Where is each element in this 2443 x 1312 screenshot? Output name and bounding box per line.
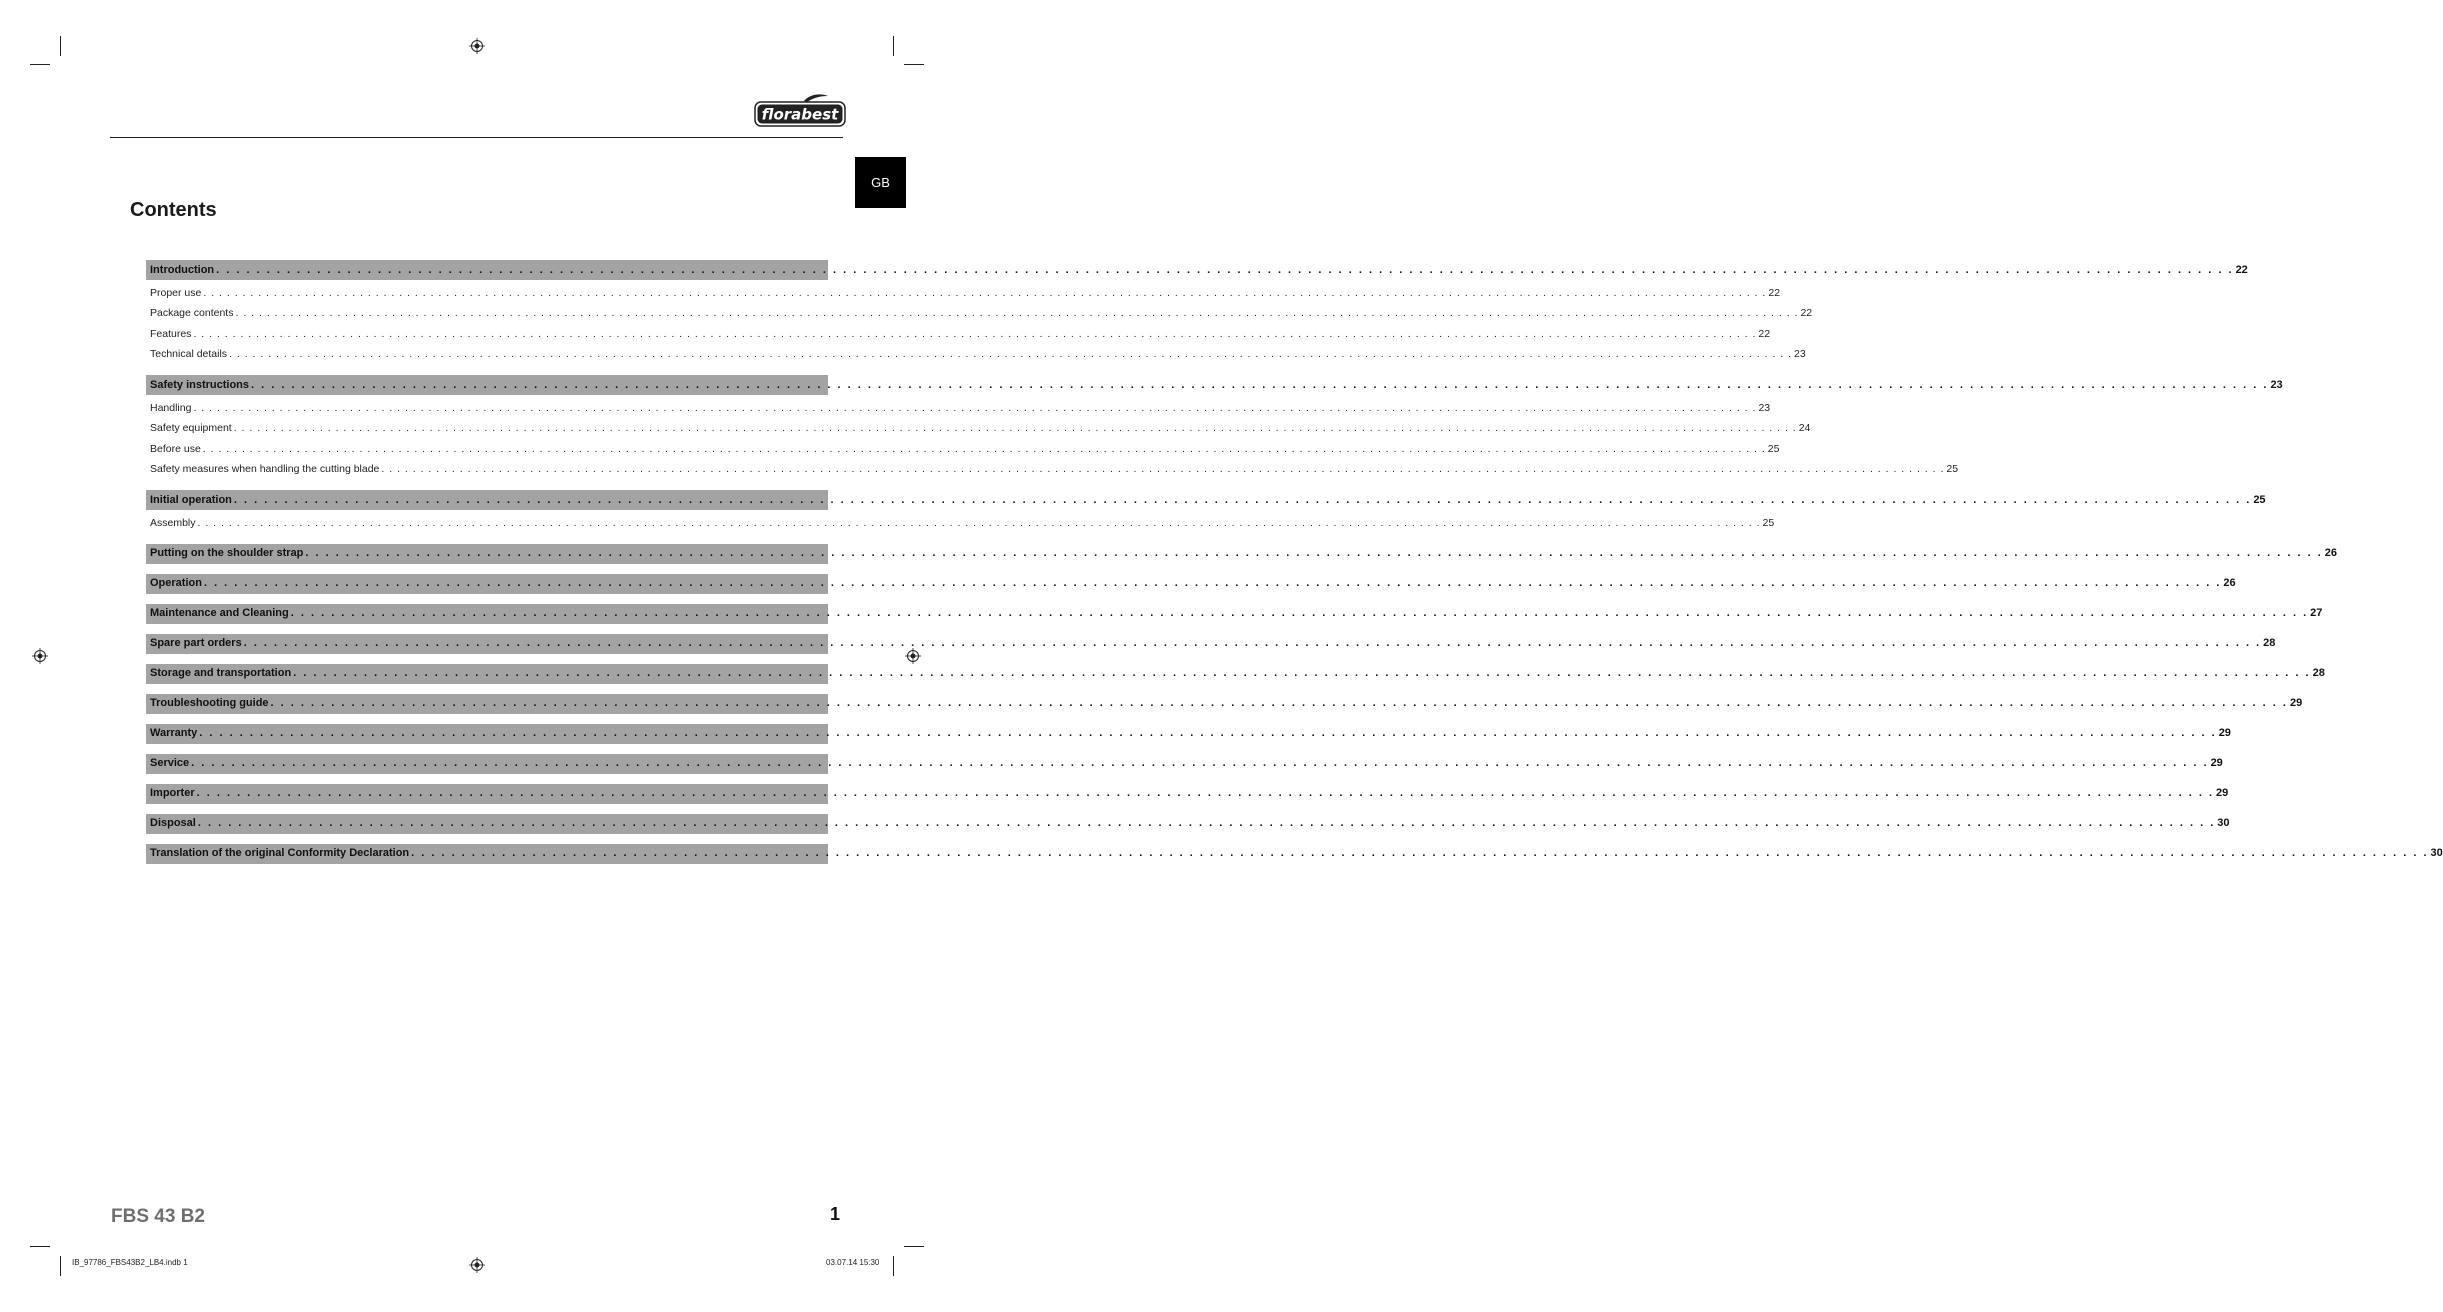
model-number: FBS 43 B2: [111, 1206, 205, 1227]
toc-leader-dots: . . . . . . . . . . . . . . . . . . . . . . . . . . . . . . . . . . . . . . . . . . . . . . . . . . . . . . . . . . . . . . . . . . . . . . . . . . . . . . . . . . . . . . . . . . . . . . . . . . . . . . . . . . . . . . . . . . . . . . . . . . . . . . . . . . . . . . . . . . . . . . . . . . . . . . . . . . . . . . . . . . . . . . . . . . . . . . . . . . . . . . . . . . . . . . . . . . . . . . . .: [243, 637, 2262, 649]
registration-mark-icon: [905, 648, 921, 664]
toc-label: Safety equipment: [150, 422, 232, 435]
toc-page-number: 22: [1758, 327, 1771, 340]
toc-page-number: 29: [2289, 697, 2303, 709]
toc-subsection[interactable]: [146, 283, 1781, 304]
toc-label: Safety measures when handling the cutting blade: [150, 463, 380, 476]
toc-leader-dots: . . . . . . . . . . . . . . . . . . . . . . . . . . . . . . . . . . . . . . . . . . . . . . . . . . . . . . . . . . . . . . . . . . . . . . . . . . . . . . . . . . . . . . . . . . . . . . . . . . . . . . . . . . . . . . . . . . . . . . . . . . . . . . . . . . . . . . . . . . . . . . . . . . . . . . . . . . . . . . . . . . . . . . . . . . . . . . . . . . . . . . . . . . . . . . . . . . . . . . . .: [270, 697, 2288, 709]
toc-page-number: 25: [1946, 463, 1959, 476]
crop-mark: [893, 1256, 894, 1276]
toc-page-number: 25: [2253, 493, 2266, 506]
toc-page-number: 28: [2263, 637, 2276, 649]
toc-page-number: 29: [2218, 727, 2231, 739]
toc-page-number: 25: [1762, 516, 1775, 529]
toc-leader-dots: . . . . . . . . . . . . . . . . . . . . . . . . . . . . . . . . . . . . . . . . . . . . . . . . . . . . . . . . . . . . . . . . . . . . . . . . . . . . . . . . . . . . . . . . . . . . . . . . . . . . . . . . . . . . . . . . . . . . . . . . . . . . . . . . . . . . . . . . . . . . . . . . . . . . . . . . . . . . . . . . . . . . . . . . . . . . . . . . . . . . . . . . . . . . . . . . . . . . . . . .: [191, 757, 2209, 769]
crop-mark: [30, 64, 50, 65]
toc-leader-dots: . . . . . . . . . . . . . . . . . . . . . . . . . . . . . . . . . . . . . . . . . . . . . . . . . . . . . . . . . . . . . . . . . . . . . . . . . . . . . . . . . . . . . . . . . . . . . . . . . . . . . . . . . . . . . . . . . . . . . . . . . . . . . . . . . . . . . . . . . . . . . . . . . . . . . . . . . . . . . . . . . . . . . . . . . . . . . . . . . . . . . . . . . . . . . . . . . . . . . . . .: [216, 263, 2234, 276]
toc-page-number: 22: [2235, 263, 2248, 276]
toc-label: Initial operation: [150, 493, 232, 506]
toc-leader-dots: . . . . . . . . . . . . . . . . . . . . . . . . . . . . . . . . . . . . . . . . . . . . . . . . . . . . . . . . . . . . . . . . . . . . . . . . . . . . . . . . . . . . . . . . . . . . . . . . . . . . . . . . . . . . . . . . . . . . . . . . . . . . . . . . . . . . . . . . . . . . . . . . . . . . . . . . . . . . . . . . . . . . . . . . . . . . . . . . . . . . . . . . . . . . . . . . . . . . . . . .: [193, 327, 1757, 340]
toc-page-number: 25: [1767, 442, 1780, 455]
toc-section[interactable]: [146, 490, 2266, 510]
toc-label: Safety instructions: [150, 378, 250, 391]
toc-leader-dots: . . . . . . . . . . . . . . . . . . . . . . . . . . . . . . . . . . . . . . . . . . . . . . . . . . . . . . . . . . . . . . . . . . . . . . . . . . . . . . . . . . . . . . . . . . . . . . . . . . . . . . . . . . . . . . . . . . . . . . . . . . . . . . . . . . . . . . . . . . . . . . . . . . . . . . . . . . . . . . . . . . . . . . . . . . . . . . . . . . . . . . . . . . . . . . . . . . . . . . . .: [251, 378, 2269, 391]
toc-subsection[interactable]: [146, 398, 1771, 419]
toc-page-number: 23: [1794, 348, 1806, 361]
toc-page-number: 22: [1768, 286, 1781, 299]
toc-page-number: 30: [2430, 847, 2443, 859]
florabest-logo: [754, 92, 846, 128]
toc-section[interactable]: [146, 694, 2303, 714]
toc-page-number: 27: [2310, 607, 2323, 619]
toc-page-number: 30: [2217, 817, 2230, 829]
toc-leader-dots: . . . . . . . . . . . . . . . . . . . . . . . . . . . . . . . . . . . . . . . . . . . . . . . . . . . . . . . . . . . . . . . . . . . . . . . . . . . . . . . . . . . . . . . . . . . . . . . . . . . . . . . . . . . . . . . . . . . . . . . . . . . . . . . . . . . . . . . . . . . . . . . . . . . . . . . . . . . . . . . . . . . . . . . . . . . . . . . . . . . . . . . . . . . . . . . . . . . . . . . .: [203, 286, 1767, 299]
print-slug-date: 03.07.14 15:30: [826, 1258, 880, 1267]
toc-leader-dots: . . . . . . . . . . . . . . . . . . . . . . . . . . . . . . . . . . . . . . . . . . . . . . . . . . . . . . . . . . . . . . . . . . . . . . . . . . . . . . . . . . . . . . . . . . . . . . . . . . . . . . . . . . . . . . . . . . . . . . . . . . . . . . . . . . . . . . . . . . . . . . . . . . . . . . . . . . . . . . . . . . . . . . . . . . . . . . . . . . . . . . . . . . . . . . . . . . . . . . . .: [197, 817, 2216, 829]
toc-page-number: 29: [2216, 787, 2229, 799]
page-number: 1: [830, 1204, 841, 1224]
toc-label: Translation of the original Conformity Declaration: [150, 847, 410, 859]
crop-mark: [904, 1246, 924, 1247]
toc-label: Storage and transportation: [150, 667, 292, 679]
language-tab: GB: [855, 157, 906, 208]
table-of-contents: [146, 260, 2443, 864]
toc-leader-dots: . . . . . . . . . . . . . . . . . . . . . . . . . . . . . . . . . . . . . . . . . . . . . . . . . . . . . . . . . . . . . . . . . . . . . . . . . . . . . . . . . . . . . . . . . . . . . . . . . . . . . . . . . . . . . . . . . . . . . . . . . . . . . . . . . . . . . . . . . . . . . . . . . . . . . . . . . . . . . . . . . . . . . . . . . . . . . . . . . . . . . . . . . . . . . . . . . . . . . . . .: [229, 348, 1793, 361]
toc-section[interactable]: [146, 784, 2229, 804]
toc-label: Warranty: [150, 727, 198, 739]
toc-section[interactable]: [146, 814, 2230, 834]
toc-label: Spare part orders: [150, 637, 242, 649]
toc-subsection[interactable]: [146, 419, 1811, 440]
toc-subsection[interactable]: [146, 304, 1813, 325]
toc-label: Features: [150, 327, 192, 340]
toc-section[interactable]: [146, 634, 2276, 654]
crop-mark: [893, 36, 894, 56]
toc-leader-dots: . . . . . . . . . . . . . . . . . . . . . . . . . . . . . . . . . . . . . . . . . . . . . . . . . . . . . . . . . . . . . . . . . . . . . . . . . . . . . . . . . . . . . . . . . . . . . . . . . . . . . . . . . . . . . . . . . . . . . . . . . . . . . . . . . . . . . . . . . . . . . . . . . . . . . . . . . . . . . . . . . . . . . . . . . . . . . . . . . . . . . . . . . . . . . . . . . . . . . . . .: [202, 442, 1766, 455]
toc-leader-dots: . . . . . . . . . . . . . . . . . . . . . . . . . . . . . . . . . . . . . . . . . . . . . . . . . . . . . . . . . . . . . . . . . . . . . . . . . . . . . . . . . . . . . . . . . . . . . . . . . . . . . . . . . . . . . . . . . . . . . . . . . . . . . . . . . . . . . . . . . . . . . . . . . . . . . . . . . . . . . . . . . . . . . . . . . . . . . . . . . . . . . . . . . . . . . . . . . . . . . . . .: [193, 401, 1757, 414]
toc-label: Putting on the shoulder strap: [150, 547, 304, 559]
toc-page-number: 28: [2312, 667, 2325, 679]
toc-section[interactable]: [146, 375, 2283, 395]
toc-leader-dots: . . . . . . . . . . . . . . . . . . . . . . . . . . . . . . . . . . . . . . . . . . . . . . . . . . . . . . . . . . . . . . . . . . . . . . . . . . . . . . . . . . . . . . . . . . . . . . . . . . . . . . . . . . . . . . . . . . . . . . . . . . . . . . . . . . . . . . . . . . . . . . . . . . . . . . . . . . . . . . . . . . . . . . . . . . . . . . . . . . . . . . . . . . . . . . . . . . . . . . . .: [411, 847, 2429, 859]
registration-mark-icon: [469, 38, 485, 54]
toc-label: Disposal: [150, 817, 196, 829]
toc-label: Operation: [150, 577, 202, 589]
toc-label: Troubleshooting guide: [150, 697, 269, 709]
toc-label: Handling: [150, 401, 192, 414]
toc-label: Introduction: [150, 263, 215, 276]
toc-leader-dots: . . . . . . . . . . . . . . . . . . . . . . . . . . . . . . . . . . . . . . . . . . . . . . . . . . . . . . . . . . . . . . . . . . . . . . . . . . . . . . . . . . . . . . . . . . . . . . . . . . . . . . . . . . . . . . . . . . . . . . . . . . . . . . . . . . . . . . . . . . . . . . . . . . . . . . . . . . . . . . . . . . . . . . . . . . . . . . . . . . . . . . . . . . . . . . . . . . . . . . . .: [196, 787, 2215, 799]
header-rule: [110, 137, 843, 138]
registration-mark-icon: [32, 648, 48, 664]
crop-mark: [904, 64, 924, 65]
toc-section[interactable]: [146, 260, 2248, 280]
toc-subsection[interactable]: [146, 345, 1806, 366]
toc-label: Package contents: [150, 307, 234, 320]
toc-leader-dots: . . . . . . . . . . . . . . . . . . . . . . . . . . . . . . . . . . . . . . . . . . . . . . . . . . . . . . . . . . . . . . . . . . . . . . . . . . . . . . . . . . . . . . . . . . . . . . . . . . . . . . . . . . . . . . . . . . . . . . . . . . . . . . . . . . . . . . . . . . . . . . . . . . . . . . . . . . . . . . . . . . . . . . . . . . . . . . . . . . . . . . . . . . . . . . . . . . . . . . . .: [199, 727, 2217, 739]
toc-section[interactable]: [146, 844, 2443, 864]
toc-section[interactable]: [146, 754, 2223, 774]
toc-label: Maintenance and Cleaning: [150, 607, 289, 619]
toc-section[interactable]: [146, 604, 2323, 624]
toc-section[interactable]: [146, 544, 2338, 564]
toc-subsection[interactable]: [146, 324, 1771, 345]
toc-leader-dots: . . . . . . . . . . . . . . . . . . . . . . . . . . . . . . . . . . . . . . . . . . . . . . . . . . . . . . . . . . . . . . . . . . . . . . . . . . . . . . . . . . . . . . . . . . . . . . . . . . . . . . . . . . . . . . . . . . . . . . . . . . . . . . . . . . . . . . . . . . . . . . . . . . . . . . . . . . . . . . . . . . . . . . . . . . . . . . . . . . . . . . . . . . . . . . . . . . . . . . . .: [381, 463, 1945, 476]
toc-subsection[interactable]: [146, 460, 1959, 481]
toc-page-number: 26: [2223, 577, 2236, 589]
logo-text: florabest: [761, 105, 839, 124]
page-title: Contents: [130, 199, 217, 221]
toc-leader-dots: . . . . . . . . . . . . . . . . . . . . . . . . . . . . . . . . . . . . . . . . . . . . . . . . . . . . . . . . . . . . . . . . . . . . . . . . . . . . . . . . . . . . . . . . . . . . . . . . . . . . . . . . . . . . . . . . . . . . . . . . . . . . . . . . . . . . . . . . . . . . . . . . . . . . . . . . . . . . . . . . . . . . . . . . . . . . . . . . . . . . . . . . . . . . . . . . . . . . . . . .: [290, 607, 2309, 619]
toc-leader-dots: . . . . . . . . . . . . . . . . . . . . . . . . . . . . . . . . . . . . . . . . . . . . . . . . . . . . . . . . . . . . . . . . . . . . . . . . . . . . . . . . . . . . . . . . . . . . . . . . . . . . . . . . . . . . . . . . . . . . . . . . . . . . . . . . . . . . . . . . . . . . . . . . . . . . . . . . . . . . . . . . . . . . . . . . . . . . . . . . . . . . . . . . . . . . . . . . . . . . . . . .: [235, 307, 1799, 320]
toc-page-number: 29: [2210, 757, 2223, 769]
toc-label: Proper use: [150, 286, 202, 299]
toc-page-number: 26: [2324, 547, 2338, 559]
crop-mark: [60, 36, 61, 56]
print-slug-file: IB_97786_FBS43B2_LB4.indb 1: [72, 1258, 188, 1267]
toc-label: Before use: [150, 442, 201, 455]
toc-section[interactable]: [146, 724, 2231, 744]
toc-leader-dots: . . . . . . . . . . . . . . . . . . . . . . . . . . . . . . . . . . . . . . . . . . . . . . . . . . . . . . . . . . . . . . . . . . . . . . . . . . . . . . . . . . . . . . . . . . . . . . . . . . . . . . . . . . . . . . . . . . . . . . . . . . . . . . . . . . . . . . . . . . . . . . . . . . . . . . . . . . . . . . . . . . . . . . . . . . . . . . . . . . . . . . . . . . . . . . . . . . . . . . . .: [197, 516, 1761, 529]
toc-page-number: 24: [1798, 422, 1811, 435]
toc-label: Importer: [150, 787, 195, 799]
toc-leader-dots: . . . . . . . . . . . . . . . . . . . . . . . . . . . . . . . . . . . . . . . . . . . . . . . . . . . . . . . . . . . . . . . . . . . . . . . . . . . . . . . . . . . . . . . . . . . . . . . . . . . . . . . . . . . . . . . . . . . . . . . . . . . . . . . . . . . . . . . . . . . . . . . . . . . . . . . . . . . . . . . . . . . . . . . . . . . . . . . . . . . . . . . . . . . . . . . . . . . . . . . .: [305, 547, 2323, 559]
toc-leader-dots: . . . . . . . . . . . . . . . . . . . . . . . . . . . . . . . . . . . . . . . . . . . . . . . . . . . . . . . . . . . . . . . . . . . . . . . . . . . . . . . . . . . . . . . . . . . . . . . . . . . . . . . . . . . . . . . . . . . . . . . . . . . . . . . . . . . . . . . . . . . . . . . . . . . . . . . . . . . . . . . . . . . . . . . . . . . . . . . . . . . . . . . . . . . . . . . . . . . . . . . .: [293, 667, 2311, 679]
toc-page-number: 22: [1800, 307, 1813, 320]
toc-section[interactable]: [146, 574, 2236, 594]
toc-leader-dots: . . . . . . . . . . . . . . . . . . . . . . . . . . . . . . . . . . . . . . . . . . . . . . . . . . . . . . . . . . . . . . . . . . . . . . . . . . . . . . . . . . . . . . . . . . . . . . . . . . . . . . . . . . . . . . . . . . . . . . . . . . . . . . . . . . . . . . . . . . . . . . . . . . . . . . . . . . . . . . . . . . . . . . . . . . . . . . . . . . . . . . . . . . . . . . . . . . . . . . . .: [233, 493, 2252, 506]
toc-leader-dots: . . . . . . . . . . . . . . . . . . . . . . . . . . . . . . . . . . . . . . . . . . . . . . . . . . . . . . . . . . . . . . . . . . . . . . . . . . . . . . . . . . . . . . . . . . . . . . . . . . . . . . . . . . . . . . . . . . . . . . . . . . . . . . . . . . . . . . . . . . . . . . . . . . . . . . . . . . . . . . . . . . . . . . . . . . . . . . . . . . . . . . . . . . . . . . . . . . . . . . . .: [233, 422, 1797, 435]
toc-page-number: 23: [1758, 401, 1771, 414]
toc-subsection[interactable]: [146, 439, 1780, 460]
toc-subsection[interactable]: [146, 513, 1775, 534]
toc-page-number: 23: [2270, 378, 2283, 391]
toc-leader-dots: . . . . . . . . . . . . . . . . . . . . . . . . . . . . . . . . . . . . . . . . . . . . . . . . . . . . . . . . . . . . . . . . . . . . . . . . . . . . . . . . . . . . . . . . . . . . . . . . . . . . . . . . . . . . . . . . . . . . . . . . . . . . . . . . . . . . . . . . . . . . . . . . . . . . . . . . . . . . . . . . . . . . . . . . . . . . . . . . . . . . . . . . . . . . . . . . . . . . . . . .: [203, 577, 2222, 589]
crop-mark: [60, 1256, 61, 1276]
toc-label: Assembly: [150, 516, 196, 529]
toc-label: Service: [150, 757, 190, 769]
toc-section[interactable]: [146, 664, 2325, 684]
registration-mark-icon: [469, 1257, 485, 1273]
crop-mark: [30, 1246, 50, 1247]
toc-label: Technical details: [150, 348, 228, 361]
